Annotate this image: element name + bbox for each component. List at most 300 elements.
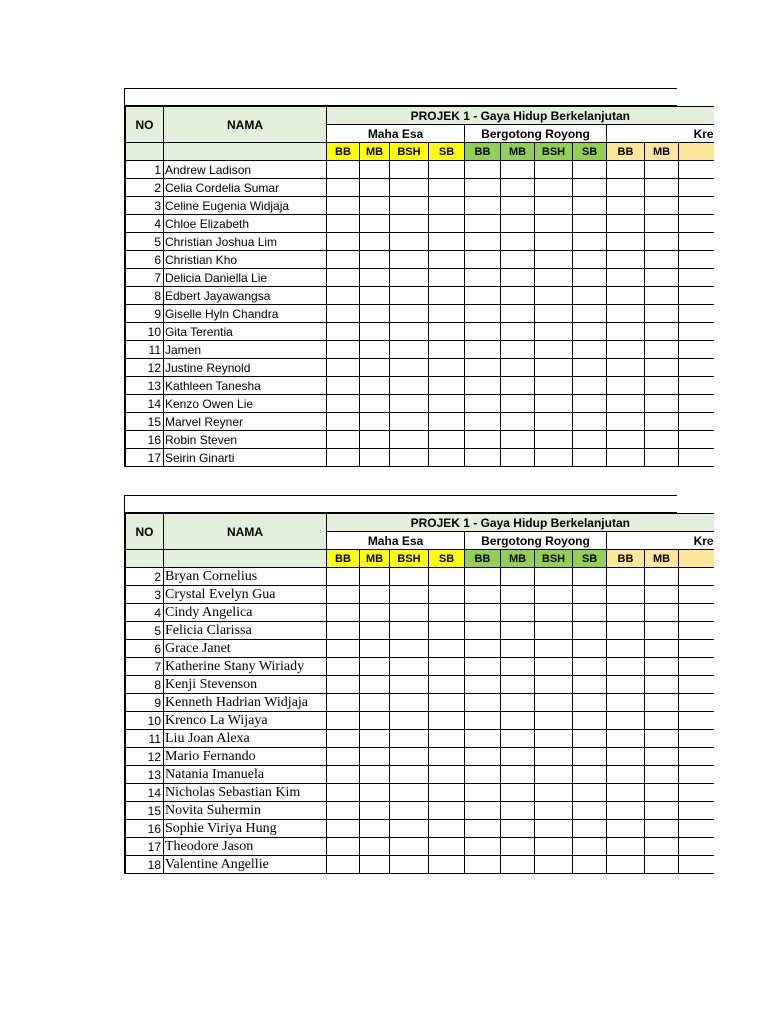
- grade-cell[interactable]: [573, 640, 607, 658]
- grade-cell[interactable]: [327, 802, 360, 820]
- grade-cell[interactable]: [645, 856, 679, 874]
- grade-cell[interactable]: [573, 233, 607, 251]
- student-number[interactable]: 16: [126, 431, 164, 449]
- grade-cell[interactable]: [679, 449, 714, 467]
- grade-cell[interactable]: [645, 161, 679, 179]
- grade-cell[interactable]: [645, 802, 679, 820]
- grade-cell[interactable]: [360, 622, 390, 640]
- student-name[interactable]: Crystal Evelyn Gua: [164, 586, 327, 604]
- grade-cell[interactable]: [390, 676, 429, 694]
- grade-cell[interactable]: [535, 766, 573, 784]
- grade-cell[interactable]: [679, 730, 714, 748]
- grade-cell[interactable]: [645, 766, 679, 784]
- student-name[interactable]: Mario Fernando: [164, 748, 327, 766]
- grade-cell[interactable]: [327, 395, 360, 413]
- grade-cell[interactable]: [390, 694, 429, 712]
- grade-cell[interactable]: [679, 658, 714, 676]
- grade-cell[interactable]: [573, 820, 607, 838]
- grade-cell[interactable]: [645, 179, 679, 197]
- grade-cell[interactable]: [390, 251, 429, 269]
- grade-cell[interactable]: [645, 748, 679, 766]
- grade-cell[interactable]: [607, 377, 645, 395]
- grade-cell[interactable]: [360, 838, 390, 856]
- grade-cell[interactable]: [679, 161, 714, 179]
- grade-cell[interactable]: [607, 604, 645, 622]
- grade-cell[interactable]: [501, 784, 535, 802]
- grade-cell[interactable]: [535, 802, 573, 820]
- student-name[interactable]: Natania Imanuela: [164, 766, 327, 784]
- student-number[interactable]: 12: [126, 359, 164, 377]
- grade-cell[interactable]: [573, 730, 607, 748]
- grade-cell[interactable]: [429, 251, 465, 269]
- grade-cell[interactable]: [429, 658, 465, 676]
- grade-cell[interactable]: [327, 161, 360, 179]
- grade-cell[interactable]: [679, 269, 714, 287]
- grade-cell[interactable]: [573, 568, 607, 586]
- grade-cell[interactable]: [327, 269, 360, 287]
- grade-cell[interactable]: [327, 640, 360, 658]
- grade-cell[interactable]: [465, 622, 501, 640]
- grade-cell[interactable]: [535, 215, 573, 233]
- student-number[interactable]: 17: [126, 449, 164, 467]
- grade-cell[interactable]: [501, 694, 535, 712]
- grade-cell[interactable]: [573, 449, 607, 467]
- grade-cell[interactable]: [679, 323, 714, 341]
- grade-cell[interactable]: [327, 820, 360, 838]
- grade-cell[interactable]: [607, 341, 645, 359]
- grade-cell[interactable]: [360, 676, 390, 694]
- grade-cell[interactable]: [360, 377, 390, 395]
- grade-cell[interactable]: [501, 179, 535, 197]
- grade-cell[interactable]: [501, 802, 535, 820]
- student-number[interactable]: 17: [126, 838, 164, 856]
- grade-cell[interactable]: [573, 251, 607, 269]
- grade-cell[interactable]: [573, 802, 607, 820]
- grade-cell[interactable]: [429, 431, 465, 449]
- grade-cell[interactable]: [390, 323, 429, 341]
- grade-cell[interactable]: [607, 766, 645, 784]
- grade-cell[interactable]: [429, 802, 465, 820]
- grade-cell[interactable]: [429, 179, 465, 197]
- grade-cell[interactable]: [327, 676, 360, 694]
- student-name[interactable]: Christian Joshua Lim: [164, 233, 327, 251]
- student-number[interactable]: 5: [126, 622, 164, 640]
- grade-cell[interactable]: [573, 323, 607, 341]
- grade-cell[interactable]: [679, 622, 714, 640]
- grade-cell[interactable]: [429, 568, 465, 586]
- grade-cell[interactable]: [573, 694, 607, 712]
- grade-cell[interactable]: [465, 676, 501, 694]
- grade-cell[interactable]: [360, 694, 390, 712]
- grade-cell[interactable]: [327, 658, 360, 676]
- grade-cell[interactable]: [429, 233, 465, 251]
- grade-cell[interactable]: [645, 676, 679, 694]
- grade-cell[interactable]: [360, 604, 390, 622]
- grade-cell[interactable]: [535, 658, 573, 676]
- grade-cell[interactable]: [360, 856, 390, 874]
- grade-cell[interactable]: [429, 820, 465, 838]
- grade-cell[interactable]: [360, 305, 390, 323]
- grade-cell[interactable]: [360, 359, 390, 377]
- student-number[interactable]: 13: [126, 766, 164, 784]
- grade-cell[interactable]: [327, 730, 360, 748]
- grade-cell[interactable]: [607, 820, 645, 838]
- grade-cell[interactable]: [327, 748, 360, 766]
- grade-cell[interactable]: [535, 251, 573, 269]
- grade-cell[interactable]: [573, 341, 607, 359]
- grade-cell[interactable]: [360, 748, 390, 766]
- student-name[interactable]: Marvel Reyner: [164, 413, 327, 431]
- grade-cell[interactable]: [607, 568, 645, 586]
- grade-cell[interactable]: [535, 568, 573, 586]
- grade-cell[interactable]: [465, 802, 501, 820]
- grade-cell[interactable]: [429, 784, 465, 802]
- grade-cell[interactable]: [573, 622, 607, 640]
- grade-cell[interactable]: [327, 287, 360, 305]
- grade-cell[interactable]: [360, 395, 390, 413]
- grade-cell[interactable]: [360, 784, 390, 802]
- student-number[interactable]: 11: [126, 730, 164, 748]
- grade-cell[interactable]: [607, 676, 645, 694]
- grade-cell[interactable]: [360, 802, 390, 820]
- grade-cell[interactable]: [679, 604, 714, 622]
- grade-cell[interactable]: [645, 359, 679, 377]
- student-name[interactable]: Robin Steven: [164, 431, 327, 449]
- grade-cell[interactable]: [327, 431, 360, 449]
- grade-cell[interactable]: [573, 179, 607, 197]
- grade-cell[interactable]: [501, 215, 535, 233]
- grade-cell[interactable]: [645, 838, 679, 856]
- grade-cell[interactable]: [679, 766, 714, 784]
- grade-cell[interactable]: [607, 305, 645, 323]
- grade-cell[interactable]: [390, 568, 429, 586]
- grade-cell[interactable]: [465, 179, 501, 197]
- student-name[interactable]: Celine Eugenia Widjaja: [164, 197, 327, 215]
- grade-cell[interactable]: [573, 287, 607, 305]
- student-name[interactable]: Bryan Cornelius: [164, 568, 327, 586]
- grade-cell[interactable]: [465, 215, 501, 233]
- grade-cell[interactable]: [390, 161, 429, 179]
- grade-cell[interactable]: [501, 305, 535, 323]
- grade-cell[interactable]: [607, 748, 645, 766]
- grade-cell[interactable]: [573, 748, 607, 766]
- grade-cell[interactable]: [573, 269, 607, 287]
- grade-cell[interactable]: [679, 251, 714, 269]
- grade-cell[interactable]: [327, 784, 360, 802]
- student-number[interactable]: 18: [126, 856, 164, 874]
- grade-cell[interactable]: [465, 395, 501, 413]
- grade-cell[interactable]: [429, 395, 465, 413]
- grade-cell[interactable]: [465, 694, 501, 712]
- grade-cell[interactable]: [573, 305, 607, 323]
- sheet-1-title-row[interactable]: [125, 88, 677, 106]
- grade-cell[interactable]: [535, 179, 573, 197]
- grade-cell[interactable]: [501, 658, 535, 676]
- grade-cell[interactable]: [535, 269, 573, 287]
- student-number[interactable]: 2: [126, 179, 164, 197]
- grade-cell[interactable]: [360, 586, 390, 604]
- grade-cell[interactable]: [535, 856, 573, 874]
- grade-cell[interactable]: [535, 431, 573, 449]
- grade-cell[interactable]: [390, 856, 429, 874]
- grade-cell[interactable]: [607, 622, 645, 640]
- grade-cell[interactable]: [465, 838, 501, 856]
- grade-cell[interactable]: [573, 359, 607, 377]
- student-name[interactable]: Kathleen Tanesha: [164, 377, 327, 395]
- student-number[interactable]: 6: [126, 251, 164, 269]
- grade-cell[interactable]: [327, 568, 360, 586]
- grade-cell[interactable]: [607, 449, 645, 467]
- grade-cell[interactable]: [573, 161, 607, 179]
- grade-cell[interactable]: [429, 269, 465, 287]
- student-number[interactable]: 7: [126, 658, 164, 676]
- student-number[interactable]: 3: [126, 197, 164, 215]
- grade-cell[interactable]: [429, 413, 465, 431]
- grade-cell[interactable]: [360, 287, 390, 305]
- grade-cell[interactable]: [390, 766, 429, 784]
- grade-cell[interactable]: [645, 449, 679, 467]
- grade-cell[interactable]: [535, 449, 573, 467]
- grade-cell[interactable]: [573, 215, 607, 233]
- grade-cell[interactable]: [390, 658, 429, 676]
- grade-cell[interactable]: [327, 197, 360, 215]
- grade-cell[interactable]: [327, 377, 360, 395]
- grade-cell[interactable]: [429, 676, 465, 694]
- grade-cell[interactable]: [465, 730, 501, 748]
- grade-cell[interactable]: [360, 197, 390, 215]
- grade-cell[interactable]: [327, 233, 360, 251]
- grade-cell[interactable]: [429, 197, 465, 215]
- student-name[interactable]: Kenji Stevenson: [164, 676, 327, 694]
- grade-cell[interactable]: [465, 377, 501, 395]
- grade-cell[interactable]: [360, 449, 390, 467]
- grade-cell[interactable]: [535, 712, 573, 730]
- grade-cell[interactable]: [465, 305, 501, 323]
- grade-cell[interactable]: [360, 341, 390, 359]
- grade-cell[interactable]: [607, 640, 645, 658]
- grade-cell[interactable]: [645, 377, 679, 395]
- grade-cell[interactable]: [327, 622, 360, 640]
- student-name[interactable]: Krenco La Wijaya: [164, 712, 327, 730]
- grade-cell[interactable]: [390, 395, 429, 413]
- grade-cell[interactable]: [535, 233, 573, 251]
- grade-cell[interactable]: [607, 712, 645, 730]
- grade-cell[interactable]: [535, 413, 573, 431]
- student-number[interactable]: 4: [126, 215, 164, 233]
- grade-cell[interactable]: [327, 323, 360, 341]
- grade-cell[interactable]: [573, 676, 607, 694]
- grade-cell[interactable]: [390, 215, 429, 233]
- grade-cell[interactable]: [465, 413, 501, 431]
- grade-cell[interactable]: [607, 179, 645, 197]
- student-name[interactable]: Justine Reynold: [164, 359, 327, 377]
- grade-cell[interactable]: [429, 622, 465, 640]
- grade-cell[interactable]: [645, 784, 679, 802]
- grade-cell[interactable]: [429, 640, 465, 658]
- grade-cell[interactable]: [360, 251, 390, 269]
- grade-cell[interactable]: [465, 586, 501, 604]
- grade-cell[interactable]: [535, 604, 573, 622]
- grade-cell[interactable]: [501, 287, 535, 305]
- grade-cell[interactable]: [645, 730, 679, 748]
- grade-cell[interactable]: [360, 323, 390, 341]
- grade-cell[interactable]: [465, 856, 501, 874]
- grade-cell[interactable]: [645, 568, 679, 586]
- grade-cell[interactable]: [535, 820, 573, 838]
- grade-cell[interactable]: [535, 784, 573, 802]
- grade-cell[interactable]: [573, 431, 607, 449]
- grade-cell[interactable]: [429, 377, 465, 395]
- grade-cell[interactable]: [327, 604, 360, 622]
- grade-cell[interactable]: [679, 586, 714, 604]
- grade-cell[interactable]: [645, 712, 679, 730]
- student-name[interactable]: Cindy Angelica: [164, 604, 327, 622]
- grade-cell[interactable]: [607, 233, 645, 251]
- sheet-2-title-row[interactable]: [125, 495, 677, 513]
- grade-cell[interactable]: [501, 323, 535, 341]
- grade-cell[interactable]: [465, 431, 501, 449]
- grade-cell[interactable]: [535, 377, 573, 395]
- grade-cell[interactable]: [465, 161, 501, 179]
- grade-cell[interactable]: [501, 395, 535, 413]
- grade-cell[interactable]: [327, 712, 360, 730]
- student-name[interactable]: Sophie Viriya Hung: [164, 820, 327, 838]
- grade-cell[interactable]: [607, 413, 645, 431]
- student-number[interactable]: 16: [126, 820, 164, 838]
- student-number[interactable]: 14: [126, 784, 164, 802]
- grade-cell[interactable]: [465, 640, 501, 658]
- grade-cell[interactable]: [645, 251, 679, 269]
- grade-cell[interactable]: [429, 287, 465, 305]
- grade-cell[interactable]: [645, 305, 679, 323]
- grade-cell[interactable]: [390, 197, 429, 215]
- grade-cell[interactable]: [535, 287, 573, 305]
- grade-cell[interactable]: [501, 233, 535, 251]
- student-name[interactable]: Celia Cordelia Sumar: [164, 179, 327, 197]
- grade-cell[interactable]: [645, 233, 679, 251]
- grade-cell[interactable]: [429, 604, 465, 622]
- student-number[interactable]: 11: [126, 341, 164, 359]
- student-name[interactable]: Jamen: [164, 341, 327, 359]
- grade-cell[interactable]: [390, 586, 429, 604]
- grade-cell[interactable]: [679, 712, 714, 730]
- grade-cell[interactable]: [390, 431, 429, 449]
- student-number[interactable]: 2: [126, 568, 164, 586]
- grade-cell[interactable]: [327, 341, 360, 359]
- grade-cell[interactable]: [607, 251, 645, 269]
- grade-cell[interactable]: [390, 730, 429, 748]
- grade-cell[interactable]: [535, 586, 573, 604]
- student-name[interactable]: Gita Terentia: [164, 323, 327, 341]
- student-number[interactable]: 6: [126, 640, 164, 658]
- grade-cell[interactable]: [327, 766, 360, 784]
- grade-cell[interactable]: [573, 658, 607, 676]
- student-name[interactable]: Theodore Jason: [164, 838, 327, 856]
- grade-cell[interactable]: [360, 640, 390, 658]
- grade-cell[interactable]: [679, 838, 714, 856]
- grade-cell[interactable]: [679, 197, 714, 215]
- student-number[interactable]: 8: [126, 676, 164, 694]
- grade-cell[interactable]: [645, 395, 679, 413]
- grade-cell[interactable]: [607, 269, 645, 287]
- grade-cell[interactable]: [501, 766, 535, 784]
- grade-cell[interactable]: [679, 341, 714, 359]
- grade-cell[interactable]: [501, 568, 535, 586]
- grade-cell[interactable]: [645, 413, 679, 431]
- grade-cell[interactable]: [573, 766, 607, 784]
- grade-cell[interactable]: [465, 323, 501, 341]
- grade-cell[interactable]: [573, 413, 607, 431]
- student-number[interactable]: 9: [126, 694, 164, 712]
- grade-cell[interactable]: [679, 694, 714, 712]
- grade-cell[interactable]: [360, 431, 390, 449]
- grade-cell[interactable]: [679, 431, 714, 449]
- grade-cell[interactable]: [390, 269, 429, 287]
- grade-cell[interactable]: [501, 269, 535, 287]
- student-name[interactable]: Christian Kho: [164, 251, 327, 269]
- grade-cell[interactable]: [535, 748, 573, 766]
- grade-cell[interactable]: [501, 604, 535, 622]
- grade-cell[interactable]: [501, 161, 535, 179]
- grade-cell[interactable]: [327, 586, 360, 604]
- grade-cell[interactable]: [535, 395, 573, 413]
- student-number[interactable]: 4: [126, 604, 164, 622]
- student-name[interactable]: Chloe Elizabeth: [164, 215, 327, 233]
- grade-cell[interactable]: [607, 161, 645, 179]
- grade-cell[interactable]: [360, 215, 390, 233]
- grade-cell[interactable]: [607, 838, 645, 856]
- grade-cell[interactable]: [645, 341, 679, 359]
- grade-cell[interactable]: [535, 161, 573, 179]
- grade-cell[interactable]: [429, 856, 465, 874]
- grade-cell[interactable]: [607, 784, 645, 802]
- grade-cell[interactable]: [501, 586, 535, 604]
- grade-cell[interactable]: [573, 856, 607, 874]
- grade-cell[interactable]: [607, 359, 645, 377]
- grade-cell[interactable]: [360, 161, 390, 179]
- student-name[interactable]: Grace Janet: [164, 640, 327, 658]
- grade-cell[interactable]: [390, 802, 429, 820]
- student-name[interactable]: Liu Joan Alexa: [164, 730, 327, 748]
- grade-cell[interactable]: [429, 215, 465, 233]
- grade-cell[interactable]: [607, 215, 645, 233]
- grade-cell[interactable]: [327, 179, 360, 197]
- grade-cell[interactable]: [645, 269, 679, 287]
- grade-cell[interactable]: [360, 658, 390, 676]
- grade-cell[interactable]: [535, 622, 573, 640]
- grade-cell[interactable]: [573, 604, 607, 622]
- grade-cell[interactable]: [390, 748, 429, 766]
- grade-cell[interactable]: [465, 766, 501, 784]
- grade-cell[interactable]: [501, 622, 535, 640]
- grade-cell[interactable]: [429, 586, 465, 604]
- student-number[interactable]: 5: [126, 233, 164, 251]
- grade-cell[interactable]: [501, 431, 535, 449]
- grade-cell[interactable]: [501, 449, 535, 467]
- student-number[interactable]: 3: [126, 586, 164, 604]
- grade-cell[interactable]: [645, 197, 679, 215]
- grade-cell[interactable]: [607, 395, 645, 413]
- grade-cell[interactable]: [679, 215, 714, 233]
- grade-cell[interactable]: [645, 694, 679, 712]
- grade-cell[interactable]: [501, 712, 535, 730]
- grade-cell[interactable]: [390, 287, 429, 305]
- grade-cell[interactable]: [679, 413, 714, 431]
- grade-cell[interactable]: [573, 395, 607, 413]
- grade-cell[interactable]: [390, 712, 429, 730]
- grade-cell[interactable]: [360, 712, 390, 730]
- grade-cell[interactable]: [501, 838, 535, 856]
